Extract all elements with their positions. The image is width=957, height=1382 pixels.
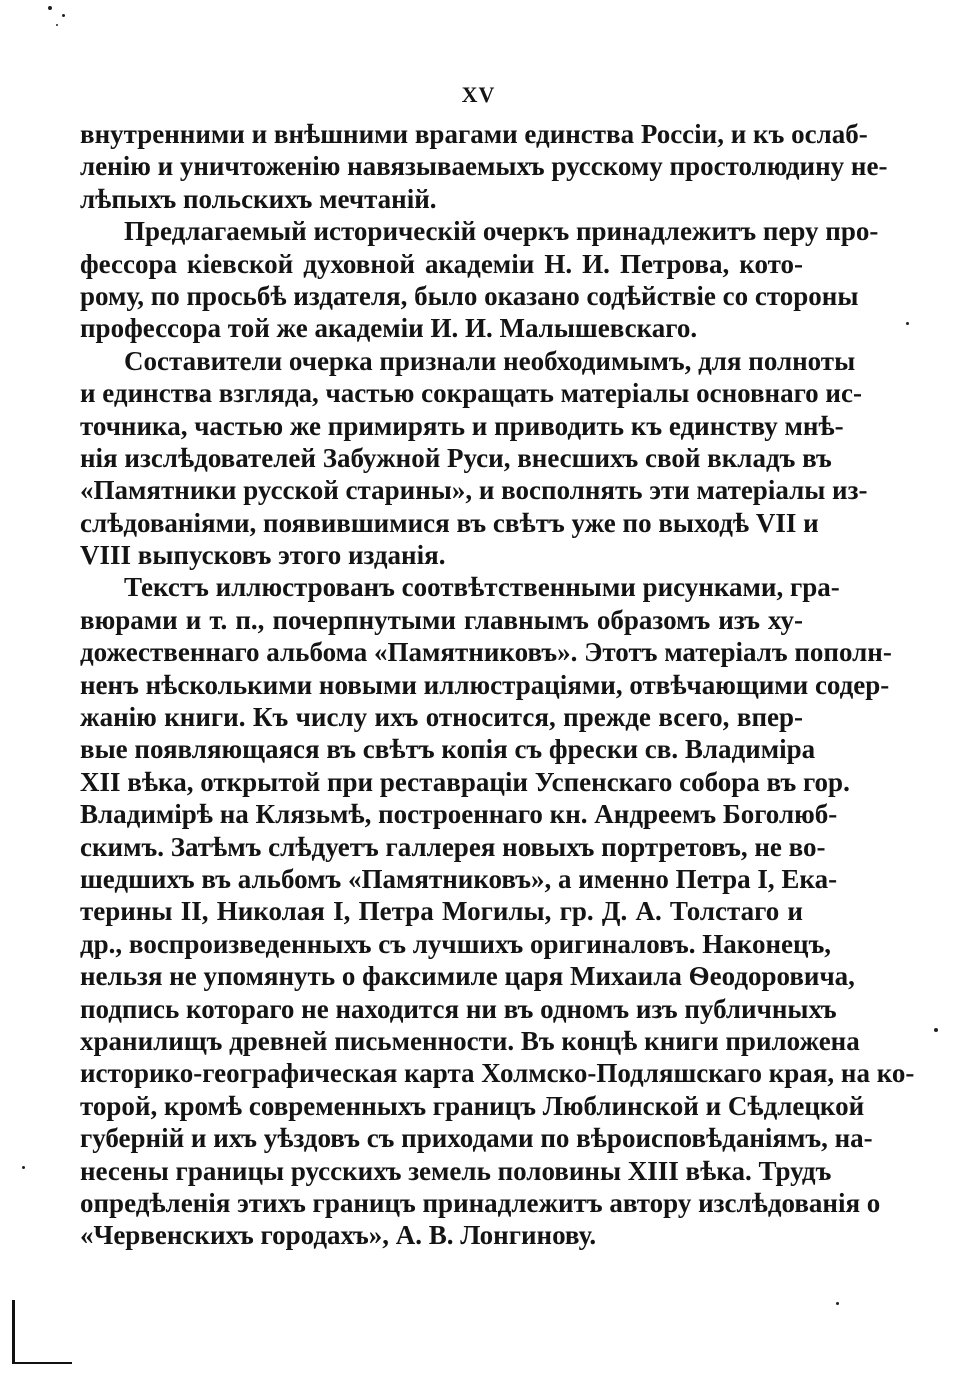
scan-speck (48, 6, 52, 10)
text-line: точника, частью же примирять и приводить къ единству мнѣ- (80, 410, 844, 441)
text-line: нельзя не упомянуть о факсимиле царя Михаила Ѳеодоровича, (80, 961, 855, 992)
text-line: шедшихъ въ альбомъ «Памятниковъ», а именно Петра I, Ека- (80, 863, 838, 894)
text-line: и единства взгляда, частью сокращать матеріалы основнаго ис- (80, 378, 862, 409)
text-line: XII вѣка, открытой при реставраціи Успенскаго собора въ гор. (80, 766, 850, 797)
scan-speck (22, 1166, 25, 1169)
text-line: жанію книги. Къ числу ихъ относится, прежде всего, впер- (80, 702, 803, 733)
text-line: опредѣленія этихъ границъ принадлежитъ автору изслѣдованія о (80, 1187, 881, 1218)
text-line: рому, по просьбѣ издателя, было оказано содѣйствіе со стороны (80, 280, 859, 311)
text-line: скимъ. Затѣмъ слѣдуетъ галлерея новыхъ портретовъ, не во- (80, 831, 826, 862)
text-line: профессора той же академіи И. И. Малышевскаго. (80, 313, 698, 344)
text-line: VIII выпусковъ этого изданія. (80, 540, 446, 571)
text-line: др., воспроизведенныхъ съ лучшихъ оригиналовъ. Наконецъ, (80, 928, 832, 959)
text-line: нія изслѣдователей Забужной Руси, внесшихъ свой вкладъ въ (80, 442, 832, 473)
scan-speck (934, 1028, 938, 1032)
text-line: внутренними и внѣшними врагами единства Россіи, и къ ослаб- (80, 119, 868, 149)
scan-edge-mark (12, 1300, 15, 1362)
body-text (80, 118, 915, 1252)
paragraph-start: Предлагаемый историческій очеркъ принадлежитъ перу про- (124, 216, 879, 247)
text-line: подпись котораго не находится ни въ одномъ изъ публичныхъ (80, 993, 837, 1024)
paragraph-start: Составители очерка признали необходимымъ, для полноты (124, 345, 856, 376)
text-line: историко-географическая карта Холмско-Подляшскаго края, на ко- (80, 1058, 915, 1089)
text-line: хранилищъ древней письменности. Въ концѣ книги приложена (80, 1025, 860, 1056)
text-line: ленію и уничтоженію навязываемыхъ русскому простолюдину не- (80, 151, 888, 182)
scan-speck (62, 14, 65, 17)
page-number: XV (461, 82, 496, 107)
scan-speck (836, 1302, 839, 1305)
text-line: ненъ нѣсколькими новыми иллюстраціями, отвѣчающими содер- (80, 669, 890, 700)
text-line: слѣдованіями, появившимися въ свѣтъ уже по выходѣ VII и (80, 507, 819, 538)
text-line: Владимірѣ на Клязьмѣ, построеннаго кн. Андреемъ Боголюб- (80, 799, 838, 830)
text-line: лѣпыхъ польскихъ мечтаній. (80, 183, 437, 214)
text-line: терины II, Николая I, Петра Могилы, гр. Д. А. Толстаго и (80, 896, 803, 927)
scan-edge-mark (12, 1362, 72, 1364)
scan-speck (906, 322, 909, 325)
text-line: вюрами и т. п., почерпнутыми главнымъ образомъ изъ ху- (80, 604, 803, 635)
text-line: губерній и ихъ уѣздовъ съ приходами по вѣроисповѣданіямъ, на- (80, 1123, 873, 1154)
text-line: торой, кромѣ современныхъ границъ Люблинской и Сѣдлецкой (80, 1090, 865, 1121)
text-line: вые появляющаяся въ свѣтъ копія съ фрески св. Владиміра (80, 734, 816, 765)
text-line: дожественнаго альбома «Памятниковъ». Этотъ матеріалъ пополн- (80, 637, 892, 668)
text-line: фессора кіевской духовной академіи Н. И. Петрова, кото- (80, 248, 803, 279)
text-line: «Памятники русской старины», и восполнять эти матеріалы из- (80, 475, 868, 506)
text-line: «Червенскихъ городахъ», А. В. Лонгинову. (80, 1220, 597, 1251)
text-line: несены границы русскихъ земель половины XIII вѣка. Трудъ (80, 1155, 832, 1186)
paragraph-start: Текстъ иллюстрованъ соотвѣтственными рисунками, гра- (124, 572, 840, 603)
scan-speck (56, 24, 58, 26)
